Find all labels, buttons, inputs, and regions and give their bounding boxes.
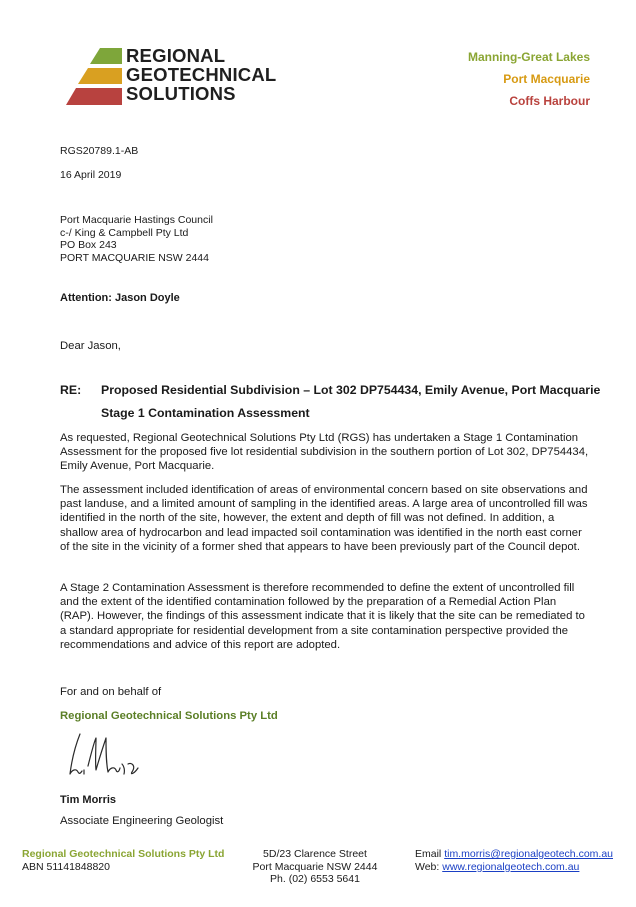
web-label: Web: [415,860,443,873]
footer-web-row [415,861,613,874]
office-manning: Manning-Great Lakes [467,50,590,64]
logo-line-3: SOLUTIONS [126,83,236,104]
footer-abn: ABN 51141848820 [22,860,110,873]
office-coffs-harbour: Coffs Harbour [509,94,590,108]
subject-title: Proposed Residential Subdivision – Lot 302 DP754434, Emily Avenue, Port Macquarie [101,383,601,397]
body-paragraph-3: A Stage 2 Contamination Assessment is therefore recommended to define the extent of uncontrolled fill and the extent of the identified contamination followed by the preparation of a Remedial Action Plan (RAP). However, the findings of this assessment indicate that it is likely that the site can be remediated to a standard appropriate for residential development from a site contamination perspective provided the recommendations and advice of this report are adopted. [60,582,585,651]
footer-email-row [415,848,613,861]
website-link[interactable]: www.regionalgeotech.com.au [442,860,580,873]
email-label: Email [415,848,445,860]
subject-subtitle: Stage 1 Contamination Assessment [101,406,310,420]
body-paragraph-2: The assessment included identification of areas of environmental concern based on site observations and past landuse, and a limited amount of sampling in the identified areas. A large area of uncontrolled fill was identified in the north of the site, however, the extent and depth of fill was not defined. In addition, a shallow area of hydrocarbon and lead impacted soil contamination was identified in the north east corner of the site in the vicinity of a former shed that appears to have been previously part of the Council depot. [60,484,588,553]
closing-company: Regional Geotechnical Solutions Pty Ltd [60,710,278,722]
logo-wordmark [126,46,276,103]
office-locations [468,46,590,112]
footer-address-line: 5D/23 Clarence Street [263,848,367,860]
body-paragraph-1: As requested, Regional Geotechnical Solutions Pty Ltd (RGS) has undertaken a Stage 1 Contamination Assessment for the proposed five lot residential subdivision in the southern portion of Lot 302, DP754434, Emily Avenue, Port Macquarie. [60,432,589,473]
footer-address-line: Port Macquarie NSW 2444 [252,860,378,873]
logo-line-1: REGIONAL [126,45,226,66]
address-line: PO Box 243 [60,239,117,251]
logo-stripe-orange [78,68,122,84]
office-port-macquarie: Port Macquarie [503,72,590,86]
address-line: PORT MACQUARIE NSW 2444 [60,251,209,264]
signer-name: Tim Morris [60,794,117,806]
footer-company: Regional Geotechnical Solutions Pty Ltd [22,848,225,860]
email-link[interactable]: tim.morris@regionalgeotech.com.au [444,848,613,860]
signer-title: Associate Engineering Geologist [60,815,224,827]
address-line: c-/ King & Campbell Pty Ltd [60,226,189,239]
subject-label: RE: [60,383,82,397]
attention-line: Attention: Jason Doyle [60,292,180,304]
signature-image [62,730,152,780]
footer-phone: Ph. (02) 6553 5641 [270,873,360,885]
recipient-address [60,214,213,264]
letter-date: 16 April 2019 [60,169,122,181]
footer-contact-block [415,848,613,873]
logo-stripe-red [66,88,122,105]
logo-line-2: GEOTECHNICAL [126,64,277,85]
salutation: Dear Jason, [60,340,121,352]
reference-number: RGS20789.1-AB [60,145,139,157]
footer-address-block [250,848,380,886]
footer-company-block [22,848,224,873]
logo-stripe-green [90,48,122,64]
address-line: Port Macquarie Hastings Council [60,214,213,226]
closing-behalf: For and on behalf of [60,686,162,698]
